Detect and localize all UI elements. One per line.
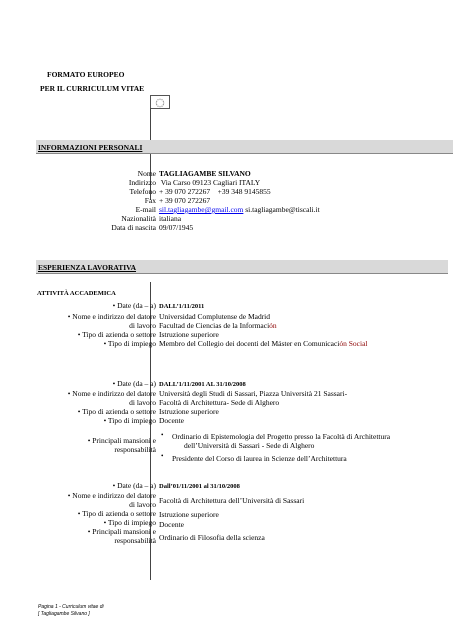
entry1-sector: Istruzione superiore xyxy=(159,330,219,339)
label-employer-cont: di lavoro xyxy=(129,500,156,509)
entry2-job: Docente xyxy=(159,416,184,425)
label-job: • Tipo di impiego xyxy=(103,339,156,348)
entry2-employer-faculty: Facoltà di Architettura- Sede di Alghero xyxy=(159,398,280,407)
entry1-job xyxy=(159,339,368,348)
footer-name: [ Tagliagambe Silvano ] xyxy=(38,611,90,617)
entry3-date: Dall’01/11/2001 al 31/10/2008 xyxy=(159,483,240,490)
label-duties: • Principali mansioni e xyxy=(87,527,156,536)
label-sector: • Tipo di azienda o settore xyxy=(77,509,156,518)
value-indirizzo: Via Carso 09123 Cagliari ITALY xyxy=(159,178,261,187)
value-nazionalita: italiana xyxy=(159,214,182,223)
entry1-date: DALL’1/11/2011 xyxy=(159,303,205,310)
eu-stars-icon xyxy=(151,97,169,109)
personal-info-header xyxy=(36,140,453,154)
entry3-job: Docente xyxy=(159,520,184,529)
work-experience-header xyxy=(36,260,448,274)
entry1-job-text: Membro del Collegio dei docenti del Máster en Comunicaci xyxy=(159,339,340,348)
label-job: • Tipo di impiego xyxy=(103,518,156,527)
value-data-nascita: 09/07/1945 xyxy=(159,223,194,232)
entry3-sector: Istruzione superiore xyxy=(159,510,219,519)
bullet-icon: • xyxy=(161,452,164,460)
personal-info-heading: INFORMAZIONI PERSONALI xyxy=(38,143,143,152)
label-duties: • Principali mansioni e xyxy=(87,436,156,445)
entry1-faculty-accent: ón xyxy=(269,321,277,330)
label-telefono: Telefono xyxy=(129,187,156,196)
label-data-nascita: Data di nascita xyxy=(111,223,156,232)
cv-format-subtitle: PER IL CURRICULUM VITAE xyxy=(40,84,145,93)
label-employer: • Nome e indirizzo del datore xyxy=(67,312,156,321)
entry3-duties: Ordinario di Filosofia della scienza xyxy=(159,533,265,542)
label-date: • Date (da – a) xyxy=(112,379,156,388)
label-employer-cont: di lavoro xyxy=(129,321,156,330)
label-sector: • Tipo di azienda o settore xyxy=(77,330,156,339)
label-nome: Nome xyxy=(137,169,156,178)
footer-page-label: Pagina 1 - Curriculum vitae di xyxy=(38,604,104,610)
entry2-duty2: Presidente del Corso di laurea in Scienze dell’Architettura xyxy=(172,454,347,463)
entry1-job-accent: ón Social xyxy=(339,339,368,348)
entry3-employer: Facoltà di Architettura dell’Università di Sassari xyxy=(159,496,305,505)
work-experience-heading: ESPERIENZA LAVORATIVA xyxy=(38,263,137,272)
label-date: • Date (da – a) xyxy=(112,301,156,310)
label-duties-cont: responsabilità xyxy=(114,536,156,545)
label-indirizzo: Indirizzo xyxy=(128,178,156,187)
label-employer: • Nome e indirizzo del datore xyxy=(67,389,156,398)
label-employer-cont: di lavoro xyxy=(129,398,156,407)
label-sector: • Tipo di azienda o settore xyxy=(77,407,156,416)
entry2-employer: Università degli Studi di Sassari, Piazza Università 21 Sassari- xyxy=(159,389,348,398)
label-duties-cont: responsabilità xyxy=(114,445,156,454)
academic-activity-heading: ATTIVITÀ ACCADEMICA xyxy=(37,290,116,297)
entry1-faculty-text: Facultad de Ciencias de la Informaci xyxy=(159,321,270,330)
label-nazionalita: Nazionalità xyxy=(121,214,156,223)
entry1-employer-faculty xyxy=(159,321,277,330)
entry2-duty1: Ordinario di Epistemologia del Progetto presso la Facoltà di Architettura xyxy=(172,432,391,441)
value-telefono: + 39 070 272267 +39 348 9145855 xyxy=(159,187,271,196)
value-email xyxy=(159,205,320,214)
entry2-date: DALL’1/11/2001 AL 31/10/2008 xyxy=(159,381,246,388)
label-fax: Fax xyxy=(144,196,156,205)
value-nome: TAGLIAGAMBE SILVANO xyxy=(159,169,251,178)
bullet-icon: • xyxy=(161,431,164,439)
email-link[interactable]: sil.tagliagambe@gmail.com xyxy=(159,205,244,214)
entry1-employer: Universidad Complutense de Madrid xyxy=(159,312,271,321)
label-email: E-mail xyxy=(135,205,156,214)
email-secondary: si.tagliagambe@tiscali.it xyxy=(243,205,320,214)
label-date: • Date (da – a) xyxy=(112,481,156,490)
entry2-duty1-cont: dell’Università di Sassari - Sede di Alghero xyxy=(184,441,315,450)
value-fax: + 39 070 272267 xyxy=(159,196,211,205)
eu-flag-logo xyxy=(150,95,170,109)
cv-format-title: FORMATO EUROPEO xyxy=(47,70,125,79)
label-employer: • Nome e indirizzo del datore xyxy=(67,491,156,500)
entry2-sector: Istruzione superiore xyxy=(159,407,219,416)
label-job: • Tipo di impiego xyxy=(103,416,156,425)
